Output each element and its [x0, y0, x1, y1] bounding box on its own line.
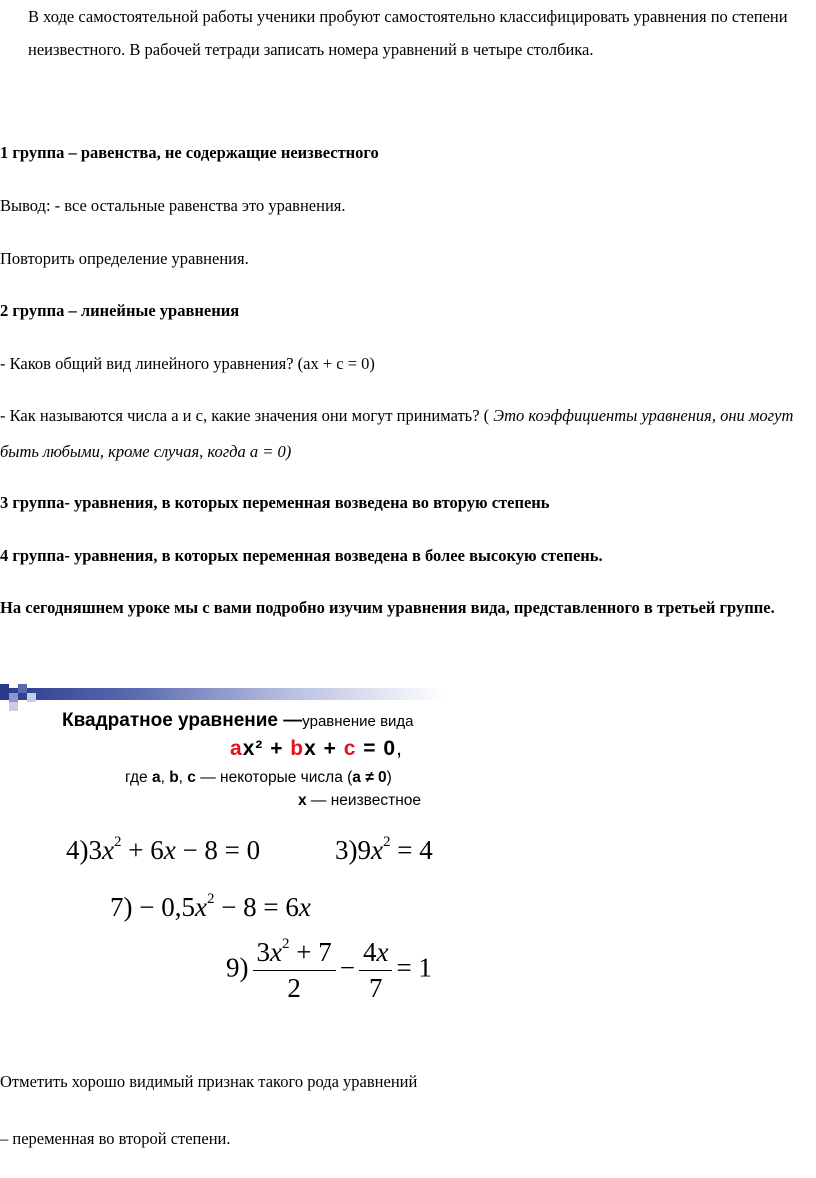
intro-paragraph: В ходе самостоятельной работы ученики пробуют самостоятельно классифицировать уравнения по степени неизвестного. В рабочей тетради записать номера уравнений в четыре столбика.: [28, 7, 788, 59]
slide-decor-square: [18, 684, 27, 693]
equation-9: 9) $\frac{3x^2 + 7}{2}$ − $\frac{4x}{7}$ = 1: [226, 936, 432, 1003]
quadratic-formula: ax² + bx + c = 0,: [230, 737, 403, 760]
group4-heading: 4 группа- уравнения, в которых переменная возведена в более высокую степень.: [0, 546, 603, 565]
slide-header-bar: [0, 688, 445, 700]
equation-7: $7) - 0,5x^2 - 8 = 6x$: [110, 891, 311, 922]
unknown-note: x — неизвестное: [298, 792, 422, 809]
answer-text: – переменная во второй степени.: [0, 1129, 231, 1148]
group1-heading: 1 группа – равенства, не содержащие неизвестного: [0, 143, 379, 162]
question2-italic: Это коэффициенты уравнения, они могут быть любыми, кроме случая, когда а = 0): [0, 406, 794, 461]
question1-text: - Каков общий вид линейного уравнения? (ах + с = 0): [0, 354, 375, 373]
definition-title: Квадратное уравнение —уравнение вида: [62, 710, 414, 731]
lesson-goal-text: На сегодняшнем уроке мы с вами подробно изучим уравнения вида, представленного в третьей группе.: [0, 598, 775, 617]
conclusion-text: Вывод: - все остальные равенства это уравнения.: [0, 196, 346, 215]
slide-decor-square: [9, 693, 18, 702]
fraction-2: $\frac{4x}{7}$: [359, 937, 392, 1004]
slide-decor-square: [27, 693, 36, 702]
group3-heading: 3 группа- уравнения, в которых переменная возведена во вторую степень: [0, 493, 550, 512]
question2-text: [0, 398, 816, 470]
group2-heading: 2 группа – линейные уравнения: [0, 301, 240, 320]
quadratic-slide: [0, 680, 450, 1025]
mark-text: Отметить хорошо видимый признак такого рода уравнений: [0, 1072, 418, 1091]
repeat-text: Повторить определение уравнения.: [0, 249, 249, 268]
slide-decor-square: [9, 702, 18, 711]
equation-4: $4)3x^2 + 6x - 8 = 0$: [66, 834, 261, 865]
question2-plain: - Как называются числа а и с, какие значения они могут принимать? (: [0, 406, 494, 425]
fraction-1: $\frac{3x^2 + 7}{2}$: [253, 937, 336, 1004]
equation-3: $3)9x^2 = 4$: [335, 834, 433, 865]
slide-decor-square: [0, 684, 9, 693]
coefficients-note: где a, b, c — некоторые числа (a ≠ 0): [125, 769, 392, 786]
